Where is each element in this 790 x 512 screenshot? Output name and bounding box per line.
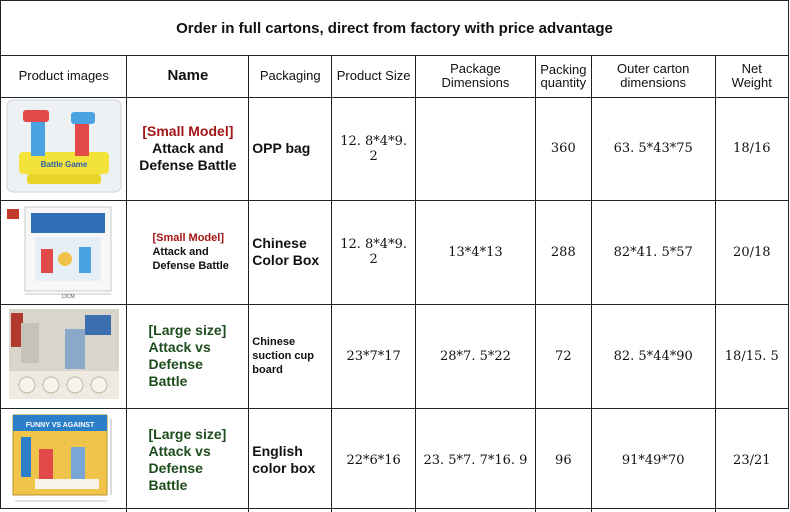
package-dimensions: 23. 5*7. 7*16. 9: [416, 408, 536, 512]
header-packaging: Packaging: [249, 55, 332, 97]
outer-carton: 63. 5*43*75: [591, 97, 715, 200]
outer-carton: 82. 5*44*90: [591, 304, 715, 408]
packing-quantity: 288: [535, 200, 591, 304]
product-image-large-suction: [5, 305, 123, 403]
header-packing-quantity: Packing quantity: [535, 55, 591, 97]
product-size: 22*6*16: [332, 408, 416, 512]
table-row: [1, 408, 788, 512]
packaging: Chinese Color Box: [249, 200, 332, 304]
net-weight: 18/16: [715, 97, 788, 200]
net-weight: 23/21: [715, 408, 788, 512]
packaging: Chinese suction cup board: [249, 304, 332, 408]
product-name: [Small Model] Attack and Defense Battle: [127, 97, 249, 200]
product-image-cell: [1, 97, 127, 200]
package-dimensions: 13*4*13: [416, 200, 536, 304]
table-row: [1, 304, 788, 408]
header-net-weight: Net Weight: [715, 55, 788, 97]
product-size: 12. 8*4*9. 2: [332, 200, 416, 304]
product-size: 12. 8*4*9. 2: [332, 97, 416, 200]
product-size: 23*7*17: [332, 304, 416, 408]
outer-carton: 91*49*70: [591, 408, 715, 512]
sheet-title: Order in full cartons, direct from factory with price advantage: [1, 1, 788, 56]
product-image-cell: [1, 408, 127, 512]
header-row: [1, 55, 788, 97]
product-image-large-colorbox: [5, 409, 123, 507]
header-outer-carton: Outer carton dimensions: [591, 55, 715, 97]
header-name: Name: [127, 55, 249, 97]
spec-table: [1, 55, 788, 512]
product-image-small-opp: [5, 98, 123, 194]
net-weight: 20/18: [715, 200, 788, 304]
packing-quantity: 360: [535, 97, 591, 200]
header-package-dimensions: Package Dimensions: [416, 55, 536, 97]
product-image-small-colorbox: [5, 201, 123, 299]
outer-carton: 82*41. 5*57: [591, 200, 715, 304]
package-dimensions: 28*7. 5*22: [416, 304, 536, 408]
svg-text:FUNNY VS AGAINST: FUNNY VS AGAINST: [25, 421, 94, 429]
product-image-cell: [1, 304, 127, 408]
header-product-size: Product Size: [332, 55, 416, 97]
table-row: [1, 97, 788, 200]
product-name: [Large size] Attack vs Defense Battle: [127, 304, 249, 408]
packing-quantity: 72: [535, 304, 591, 408]
package-dimensions: [416, 97, 536, 200]
product-image-cell: [1, 200, 127, 304]
svg-text:13CM: 13CM: [61, 293, 75, 299]
net-weight: 18/15. 5: [715, 304, 788, 408]
product-name: [Small Model] Attack and Defense Battle: [127, 200, 249, 304]
svg-text:Battle Game: Battle Game: [40, 160, 88, 169]
packaging: OPP bag: [249, 97, 332, 200]
header-product-images: Product images: [1, 55, 127, 97]
packaging: English color box: [249, 408, 332, 512]
product-name: [Large size] Attack vs Defense Battle: [127, 408, 249, 512]
packing-quantity: 96: [535, 408, 591, 512]
table-row: [1, 200, 788, 304]
